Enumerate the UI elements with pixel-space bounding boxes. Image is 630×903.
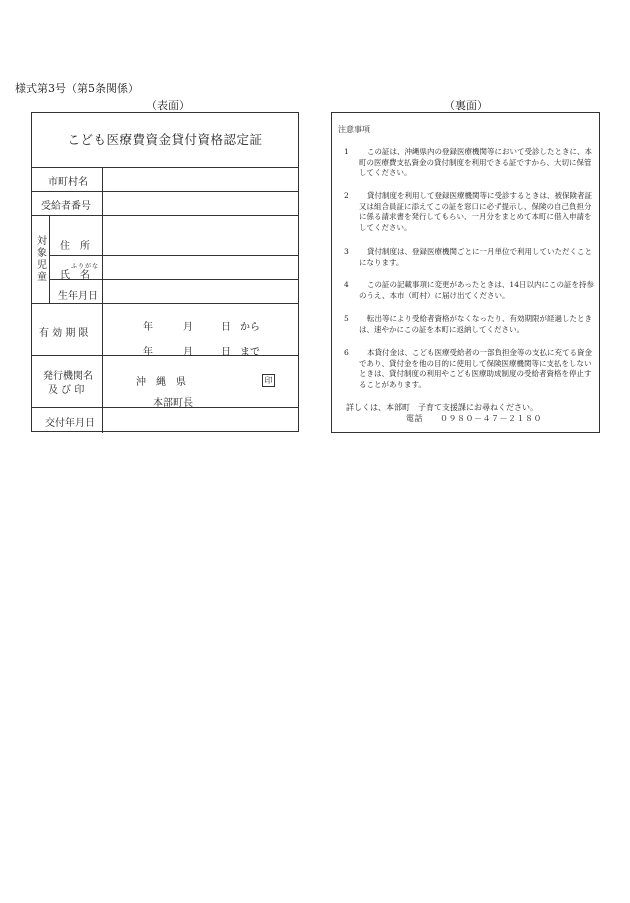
certificate-back <box>331 112 600 433</box>
target-child-label: 対象児童 <box>37 236 47 283</box>
contact-phone: 電話 ０９８０－４７－２１８０ <box>406 414 542 423</box>
note-text: この証は、沖縄県内の登録医療機関等において受診したときに、本町の医療費支払資金の貸付制度を利用できる証ですから、大切に保管してください。 <box>359 147 592 177</box>
note-number: 2 <box>344 191 349 200</box>
validity-label: 有 効 期 限 <box>39 328 89 339</box>
note-number: 5 <box>344 314 349 323</box>
validity-from-year: 年 <box>143 322 153 333</box>
note-item <box>344 147 596 179</box>
note-item <box>344 280 596 301</box>
row-divider <box>32 191 298 192</box>
validity-to-suffix: まで <box>240 347 260 358</box>
issuer-label: 発行機関名 <box>43 371 93 382</box>
certificate-title: こども医療費資金貸付資格認定証 <box>67 132 263 147</box>
note-number: 4 <box>344 280 349 289</box>
note-number: 3 <box>344 247 349 256</box>
validity-to-month: 月 <box>183 347 193 358</box>
note-item <box>344 314 596 335</box>
note-text: この証の記載事項に変更があったときは、14日以内にこの証を持参のうえ、本市（町村）に届け出てください。 <box>359 280 594 300</box>
validity-to-year: 年 <box>143 347 153 358</box>
furigana-label: ふりがな <box>71 263 100 270</box>
note-text: 本貸付金は、こども医療受給者の一部負担金等の支払に充てる資金であり、貸付金を他の目的に使用して保険医療機関等に支払をしないときは、貸付制度の利用やこども医療助成制度の受給者資格を停止することがあります。 <box>359 348 592 389</box>
note-text: 転出等により受給者資格がなくなったり、有効期限が経過したときは、速やかにこの証を本町に返納してください。 <box>359 314 592 334</box>
note-item <box>344 247 596 268</box>
note-text: 貸付制度は、登録医療機関ごとに一月単位で利用していただくことになります。 <box>359 247 592 267</box>
column-divider <box>49 215 50 303</box>
validity-from-suffix: から <box>240 322 260 333</box>
row-divider <box>32 215 298 216</box>
row-divider <box>32 303 298 304</box>
note-number: 1 <box>344 147 349 156</box>
form-number: 様式第3号（第5条関係） <box>15 82 139 95</box>
row-divider <box>49 255 298 256</box>
seal-mark: 印 <box>262 374 275 387</box>
recipient-number-label: 受給者番号 <box>41 201 91 212</box>
certificate-front <box>31 112 299 432</box>
birthdate-label: 生年月日 <box>58 291 98 302</box>
column-divider <box>102 167 103 433</box>
front-side-label: （表面） <box>146 99 190 112</box>
note-item <box>344 191 596 233</box>
issuer-prefecture: 沖 縄 県 <box>136 377 186 388</box>
issuer-mayor: 本部町長 <box>153 398 193 409</box>
notes-title: 注意事項 <box>338 125 370 134</box>
municipality-label: 市町村名 <box>48 177 88 188</box>
note-item <box>344 348 596 390</box>
note-number: 6 <box>344 348 349 357</box>
validity-from-day: 日 <box>221 322 231 333</box>
contact-info <box>346 402 542 424</box>
address-label: 住 所 <box>60 241 90 252</box>
contact-line: 詳しくは、本部町 子育て支援課にお尋ねください。 <box>346 403 538 412</box>
issuer-label-seal: 及 び 印 <box>48 385 85 396</box>
issue-date-label: 交付年月日 <box>45 418 95 429</box>
row-divider <box>32 167 298 168</box>
name-label: 氏 名 <box>60 270 90 281</box>
back-side-label: （裏面） <box>444 99 488 112</box>
validity-to-day: 日 <box>221 347 231 358</box>
note-text: 貸付制度を利用して登録医療機関等に受診するときは、被保険者証又は組合員証に添えてこの証を窓口に必ず提示し、保険の自己負担分に係る請求書を発行してもらい、一月分をまとめて本町に借入申請をしてください。 <box>359 191 592 232</box>
validity-from-month: 月 <box>183 322 193 333</box>
